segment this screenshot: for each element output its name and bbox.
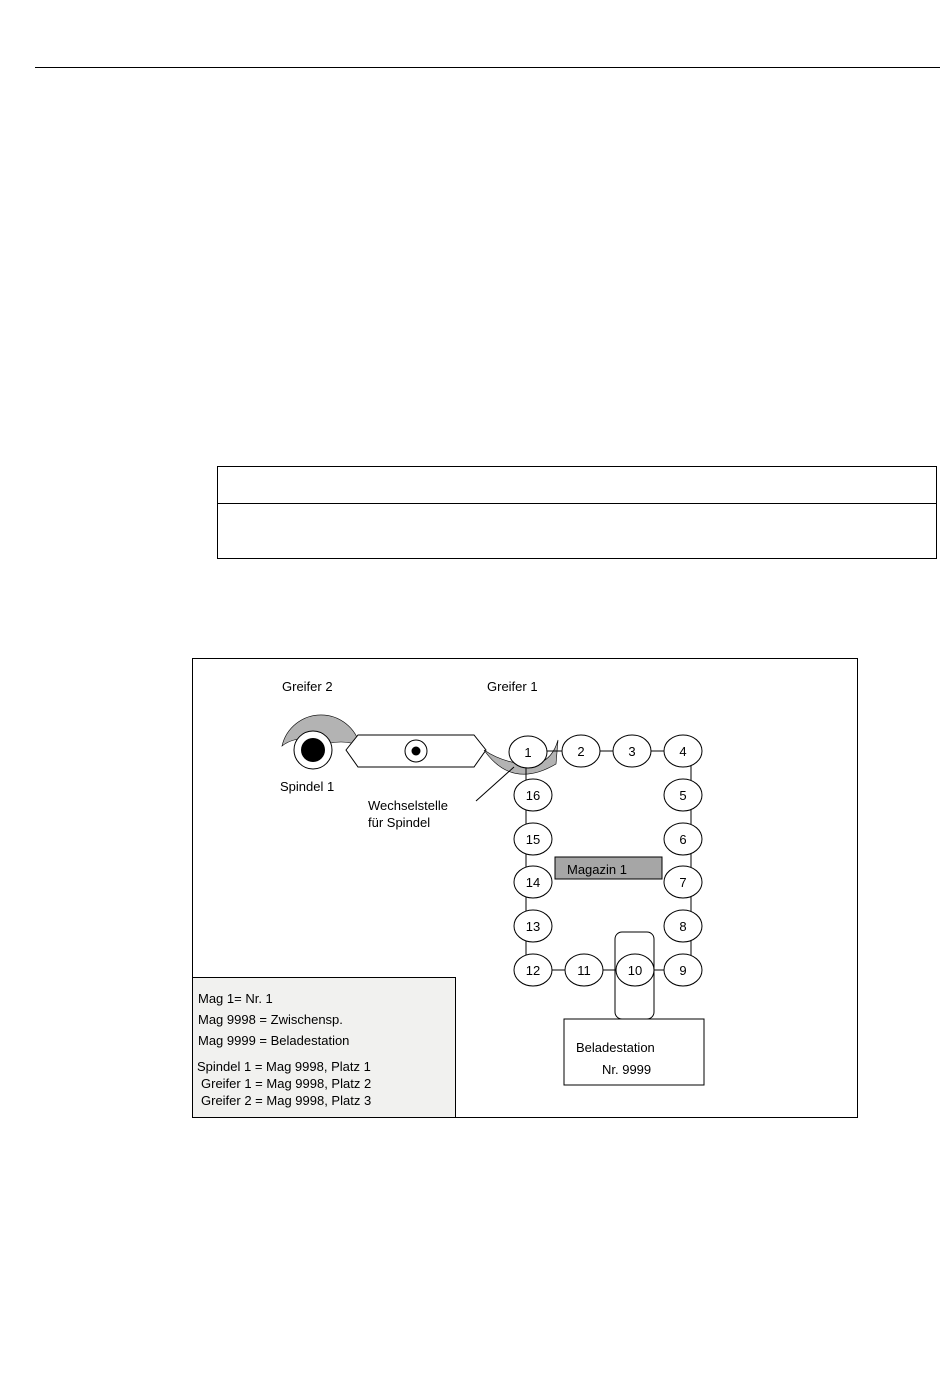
spindle-center xyxy=(301,738,325,762)
legend-box xyxy=(192,977,456,1118)
slot-label: 4 xyxy=(679,744,687,759)
slot-label: 2 xyxy=(577,744,585,759)
slot-label: 14 xyxy=(525,875,541,890)
slot-16 xyxy=(514,779,552,811)
slot-label: 8 xyxy=(679,919,687,934)
slot-8 xyxy=(664,910,702,942)
legend-line: Mag 1= Nr. 1 xyxy=(198,991,273,1006)
slot-4 xyxy=(664,735,702,767)
slot-label: 12 xyxy=(525,963,541,978)
arm-pivot-center xyxy=(412,747,421,756)
spindle-label: Spindel 1 xyxy=(280,779,335,794)
slot-12 xyxy=(514,954,552,986)
table-row-divider xyxy=(218,503,936,504)
slot-6 xyxy=(664,823,702,855)
slot-11 xyxy=(565,954,603,986)
slot-9 xyxy=(664,954,702,986)
slot-14 xyxy=(514,866,552,898)
gripper-2-label: Greifer 2 xyxy=(282,679,333,694)
slot-label: 15 xyxy=(525,832,541,847)
legend-line: Greifer 2 = Mag 9998, Platz 3 xyxy=(201,1093,372,1108)
slot-1 xyxy=(509,736,547,768)
gripper-1-label: Greifer 1 xyxy=(487,679,538,694)
magazine-diagram xyxy=(192,658,858,1118)
slot-label: 16 xyxy=(525,788,541,803)
change-point-label-line1: Wechselstelle xyxy=(368,798,448,813)
change-point-leader xyxy=(476,767,514,801)
header-rule xyxy=(35,67,940,68)
magazine-label: Magazin 1 xyxy=(567,862,627,877)
slot-label: 1 xyxy=(524,745,532,760)
slot-7 xyxy=(664,866,702,898)
slot-label: 7 xyxy=(679,875,687,890)
slot-15 xyxy=(514,823,552,855)
slot-label: 9 xyxy=(679,963,687,978)
slot-3 xyxy=(613,735,651,767)
slot-5 xyxy=(664,779,702,811)
loading-station-number: Nr. 9999 xyxy=(602,1062,652,1077)
loading-station-label: Beladestation xyxy=(576,1040,655,1055)
slot-label: 10 xyxy=(627,963,643,978)
slot-label: 6 xyxy=(679,832,687,847)
legend-line: Spindel 1 = Mag 9998, Platz 1 xyxy=(197,1059,371,1074)
legend-line: Mag 9999 = Beladestation xyxy=(198,1033,350,1048)
slot-label: 13 xyxy=(525,919,541,934)
slot-13 xyxy=(514,910,552,942)
change-point-label-line2: für Spindel xyxy=(368,815,431,830)
empty-table xyxy=(217,466,937,559)
slot-10 xyxy=(616,954,654,986)
legend-line: Greifer 1 = Mag 9998, Platz 2 xyxy=(201,1076,372,1091)
slot-2 xyxy=(562,735,600,767)
slot-label: 5 xyxy=(679,788,687,803)
legend-line: Mag 9998 = Zwischensp. xyxy=(198,1012,343,1027)
slot-label: 11 xyxy=(577,963,591,978)
slot-label: 3 xyxy=(628,744,636,759)
